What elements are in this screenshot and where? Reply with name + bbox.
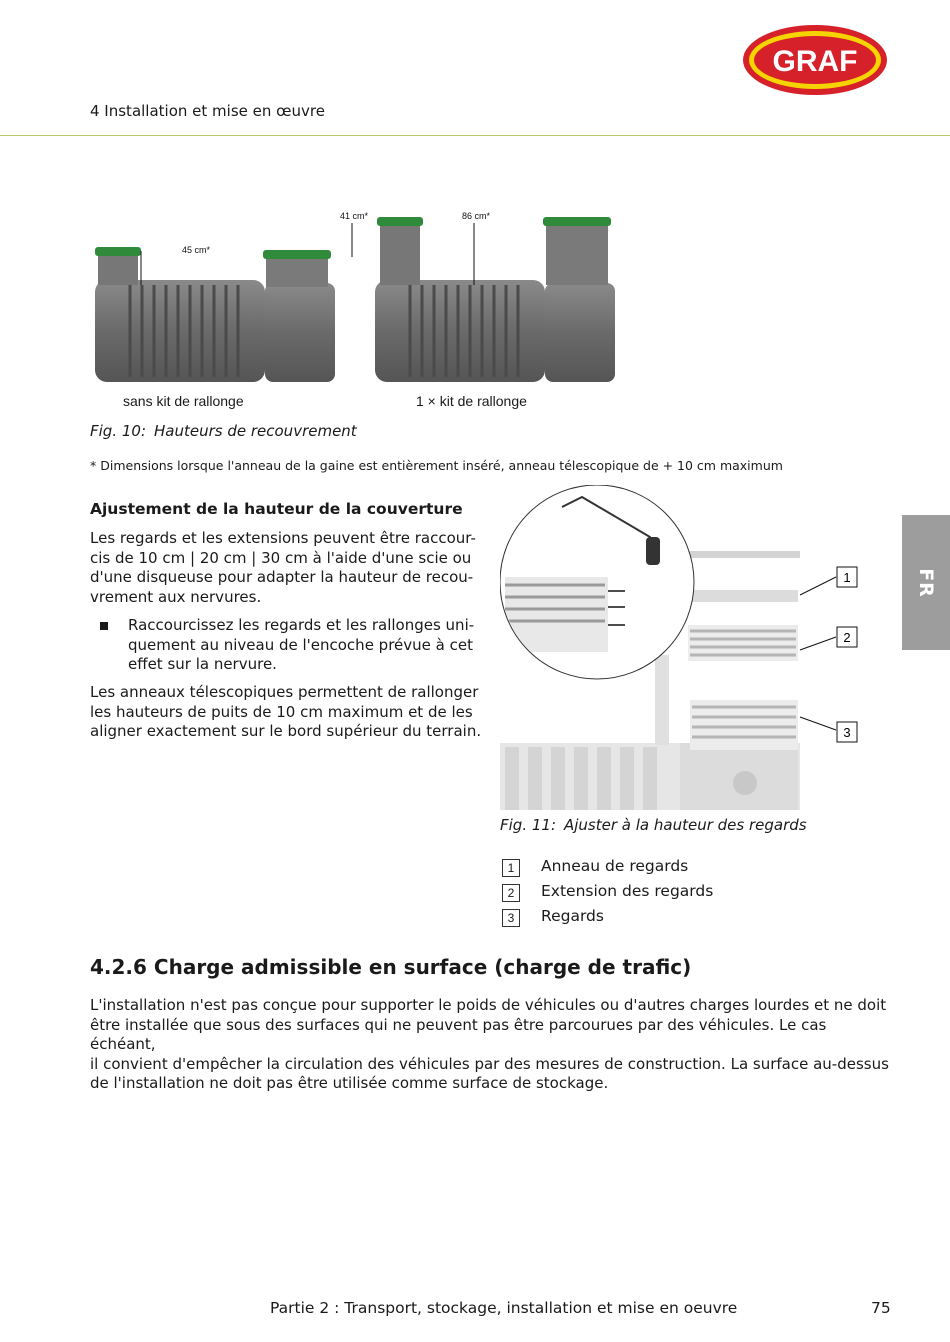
dimension-footnote: * Dimensions lorsque l'anneau de la gaine est entièrement inséré, anneau télescopique de + 10 cm maximum	[90, 458, 783, 473]
tank-without-extension	[95, 245, 335, 382]
language-tab-label: FR	[915, 567, 937, 598]
callout-3: 3	[843, 725, 851, 740]
bullet-text: Raccourcissez les regards et les rallonges uni- quement au niveau de l'encoche prévue à cet effet sur la nervure.	[128, 616, 475, 673]
legend-label-2: Extension des regards	[541, 882, 714, 900]
adjustment-paragraph-1: Les regards et les extensions peuvent être raccour- cis de 10 cm | 20 cm | 30 cm à l'aide d'une scie ou d'une disqueuse pour adapter la hauteur de recou- vrement aux nervures.	[90, 529, 476, 606]
legend-number-3: 3	[502, 909, 520, 927]
legend-label-1: Anneau de regards	[541, 857, 689, 875]
fig10-caption-text: Hauteurs de recouvrement	[154, 422, 357, 440]
footer-title: Partie 2 : Transport, stockage, installation et mise en oeuvre	[270, 1299, 738, 1317]
legend-label-3: Regards	[541, 907, 604, 925]
section-heading: 4.2.6 Charge admissible en surface (charge de trafic)	[90, 955, 692, 979]
dim-label-86: 86 cm*	[462, 211, 491, 221]
adjustment-heading: Ajustement de la hauteur de la couverture	[90, 500, 463, 518]
fig10-label-right: 1 × kit de rallonge	[416, 393, 527, 409]
language-tab	[902, 515, 950, 650]
tank-with-extension	[340, 211, 615, 382]
page-number: 75	[871, 1299, 891, 1317]
legend-item-1	[502, 857, 689, 877]
fig11-caption-text: Ajuster à la hauteur des regards	[564, 816, 807, 834]
section-header: 4 Installation et mise en œuvre	[90, 102, 325, 120]
callout-1: 1	[843, 570, 851, 585]
legend-number-1: 1	[502, 859, 520, 877]
header-divider	[0, 135, 950, 136]
figure-11-image	[500, 485, 888, 810]
logo-text: GRAF	[772, 45, 858, 78]
dim-label-41: 41 cm*	[340, 211, 369, 221]
legend-number-2: 2	[502, 884, 520, 902]
fig10-caption-number: Fig. 10:	[90, 422, 146, 440]
legend-item-2	[502, 882, 714, 902]
adjustment-paragraph-2: Les anneaux télescopiques permettent de rallonger les hauteurs de puits de 10 cm maximum et de les aligner exactement sur le bord supérieur du terrain.	[90, 683, 482, 740]
graf-logo	[742, 24, 888, 96]
legend-item-3	[502, 907, 604, 927]
fig10-label-left: sans kit de rallonge	[123, 393, 244, 409]
fig10-caption	[90, 422, 357, 440]
section-body: L'installation n'est pas conçue pour supporter le poids de véhicules ou d'autres charges lourdes et ne doit être installée que sous des surfaces qui ne peuvent pas être parcourues par des véhicules. Le cas échéant, il convient d'empêcher la circulation des véhicules par des mesures de construction. La surface au-dessus de l'installation ne doit pas être utilisée comme surface de stockage.	[90, 996, 889, 1092]
figure-10-image	[90, 185, 620, 385]
callout-2: 2	[843, 630, 851, 645]
fig11-caption	[500, 816, 807, 834]
fig11-caption-number: Fig. 11:	[500, 816, 556, 834]
dim-label-45: 45 cm*	[182, 245, 211, 255]
bullet-square-icon	[100, 622, 108, 630]
